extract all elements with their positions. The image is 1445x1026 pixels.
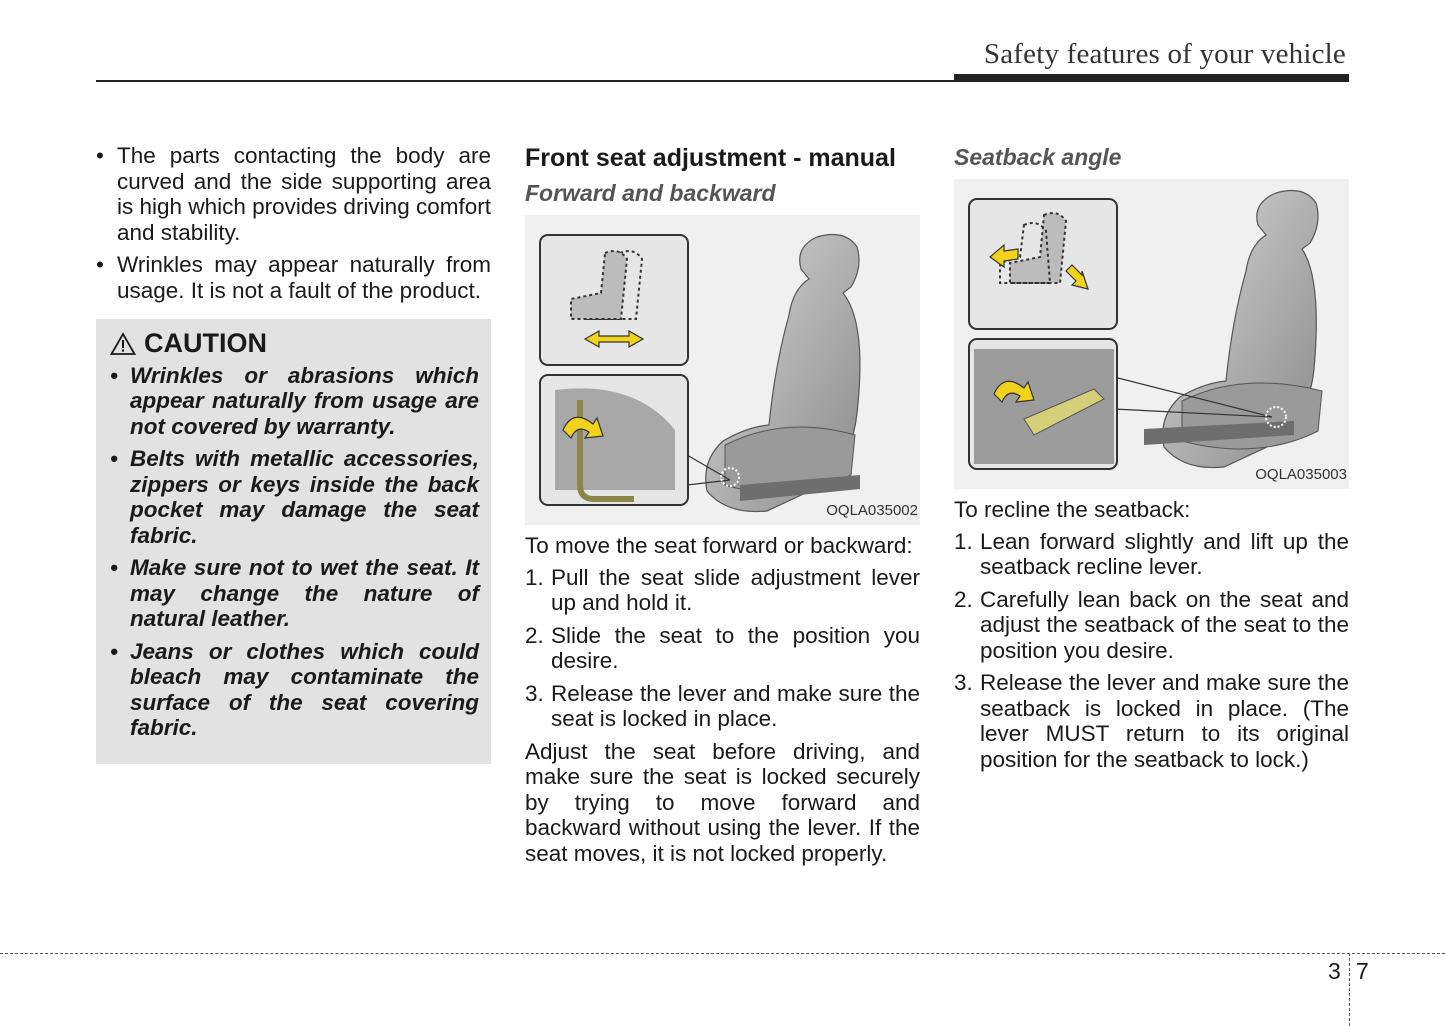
instruction-steps <box>954 529 1349 773</box>
seat-slide-illustration <box>525 215 920 525</box>
seatback-figure <box>954 179 1349 489</box>
step-item: 2. Slide the seat to the position you desire. <box>525 622 920 673</box>
page-number: 7 <box>1356 958 1369 984</box>
step-item: 1. Lean forward slightly and lift up the seatback recline lever. <box>954 528 1349 579</box>
caution-heading <box>110 328 479 358</box>
subsection-heading: Forward and backward <box>525 180 776 206</box>
step-item: 1. Pull the seat slide adjustment lever up and hold it. <box>525 564 920 615</box>
figure-code: OQLA035003 <box>1255 465 1347 483</box>
caution-item: • Make sure not to wet the seat. It may change the nature of natural leather. <box>110 555 479 632</box>
list-item: • Wrinkles may appear naturally from usage. It is not a fault of the product. <box>96 252 491 303</box>
footer-divider <box>1349 953 1350 1026</box>
seatback-illustration <box>954 179 1349 489</box>
caution-title: CAUTION <box>144 328 267 358</box>
subsection-heading: Seatback angle <box>954 144 1122 170</box>
list-item: • The parts contacting the body are curved and the side supporting area is high which provides driving comfort and stability. <box>96 143 491 245</box>
right-column <box>954 143 1349 779</box>
figure-code: OQLA035002 <box>826 501 918 519</box>
step-item: 2. Carefully lean back on the seat and adjust the seatback of the seat to the position you desire. <box>954 586 1349 663</box>
step-item: 3. Release the lever and make sure the seatback is locked in place. (The lever MUST return to its original position for the seatback to lock.) <box>954 670 1349 772</box>
left-column <box>96 143 491 764</box>
instruction-intro: To recline the seatback: <box>954 497 1191 522</box>
chapter-number: 3 <box>1328 958 1341 984</box>
seat-slide-figure <box>525 215 920 525</box>
feature-bullet-list <box>96 143 491 303</box>
caution-list <box>110 363 479 741</box>
page-header-title: Safety features of your vehicle <box>983 38 1346 70</box>
caution-item: • Jeans or clothes which could bleach may contaminate the surface of the seat covering fabric. <box>110 639 479 741</box>
warning-icon <box>110 332 136 356</box>
caution-item: • Belts with metallic accessories, zippers or keys inside the back pocket may damage the seat fabric. <box>110 446 479 548</box>
footer-rule <box>0 953 1445 954</box>
instruction-steps <box>525 565 920 732</box>
caution-item: • Wrinkles or abrasions which appear naturally from usage are not covered by warranty. <box>110 363 479 440</box>
safety-note: Adjust the seat before driving, and make sure the seat is locked securely by trying to move forward and backward without using the lever. If the seat moves, it is not locked properly. <box>525 738 920 866</box>
caution-box <box>96 319 491 764</box>
instruction-intro: To move the seat forward or backward: <box>525 533 913 558</box>
step-item: 3. Release the lever and make sure the seat is locked in place. <box>525 680 920 731</box>
middle-column <box>525 143 920 872</box>
section-heading: Front seat adjustment - manual <box>525 144 896 172</box>
header-rule <box>96 80 1349 82</box>
